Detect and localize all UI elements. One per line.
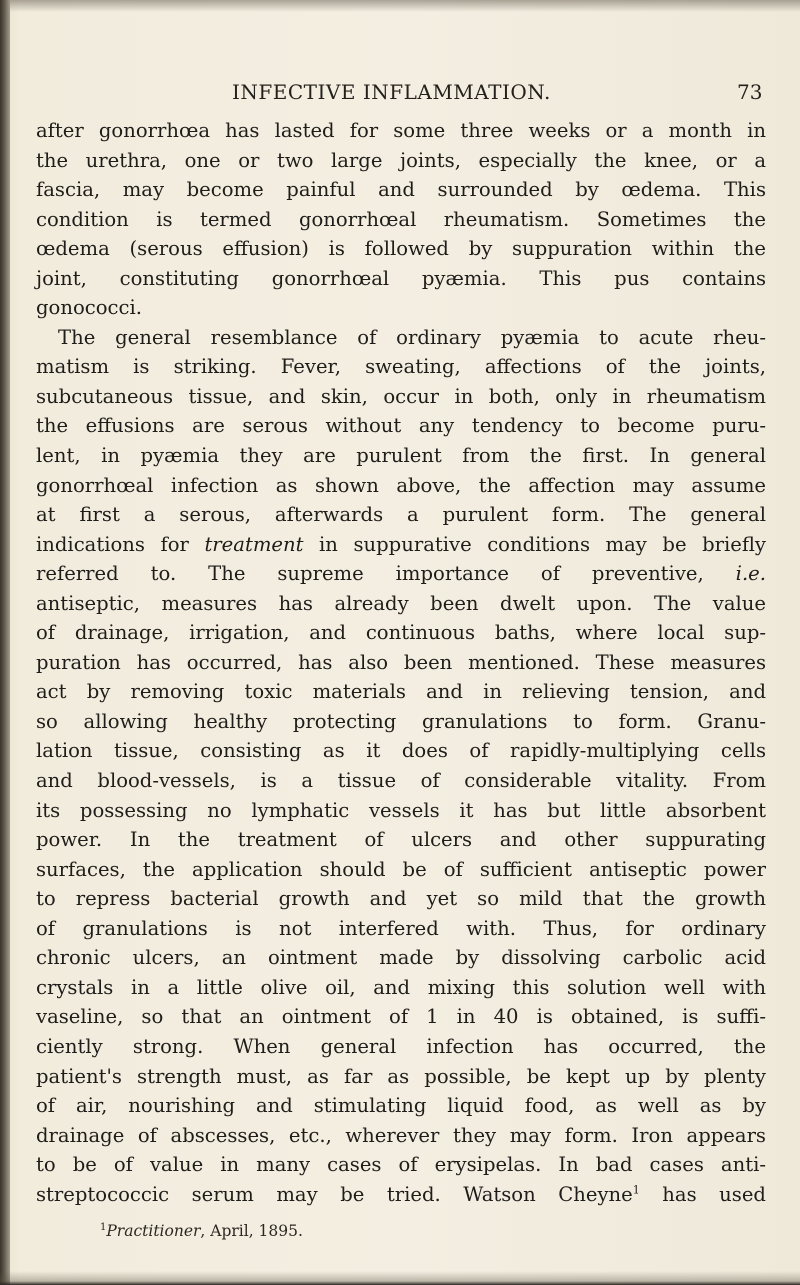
- text-line: power. In the treatment of ulcers and other suppurating: [36, 828, 766, 852]
- footnote: [100, 1222, 303, 1240]
- text-line: condition is termed gonorrhœal rheumatism. Sometimes the: [36, 207, 766, 231]
- text-line: fascia, may become painful and surrounded by œdema. This: [36, 178, 766, 202]
- text-line: after gonorrhœa has lasted for some three weeks or a month in: [36, 119, 766, 142]
- text-segment: referred to. The supreme importance of preventive,: [36, 562, 736, 586]
- text-line: to repress bacterial growth and yet so mild that the growth: [36, 887, 766, 911]
- text-line: matism is striking. Fever, sweating, affections of the joints,: [36, 355, 766, 379]
- running-head: [0, 80, 800, 110]
- text-line: of drainage, irrigation, and continuous baths, where local sup-: [36, 621, 766, 645]
- text-line: crystals in a little olive oil, and mixing this solution well with: [36, 975, 766, 999]
- text-line: The general resemblance of ordinary pyæmia to acute rheu-: [58, 325, 766, 349]
- bottom-page-edge: [0, 1271, 800, 1285]
- text-line: to be of value in many cases of erysipelas. In bad cases anti-: [36, 1153, 766, 1177]
- emphasis-ie: i.e.: [735, 562, 766, 586]
- text-line: the effusions are serous without any tendency to become puru-: [36, 414, 766, 438]
- text-segment: streptococcic serum may be tried. Watson Cheyne: [36, 1182, 633, 1206]
- text-line: antiseptic, measures has already been dwelt upon. The value: [36, 591, 766, 615]
- footnote-marker: 1: [100, 1222, 107, 1233]
- text-line: vaseline, so that an ointment of 1 in 40 is obtained, is suffi-: [36, 1005, 766, 1029]
- chapter-title: INFECTIVE INFLAMMATION.: [232, 80, 551, 104]
- text-line: œdema (serous effusion) is followed by suppuration within the: [36, 237, 766, 261]
- footnote-reference: 1: [632, 1183, 640, 1197]
- text-line: [36, 1180, 766, 1210]
- text-line: the urethra, one or two large joints, especially the knee, or a: [36, 148, 766, 172]
- text-segment: in suppurative conditions may be briefly: [303, 532, 766, 556]
- top-shadow: [0, 0, 800, 12]
- text-line: lent, in pyæmia they are purulent from the first. In general: [36, 444, 766, 468]
- text-line: gonococci.: [36, 296, 142, 320]
- page-number: 73: [737, 80, 763, 104]
- text-line: so allowing healthy protecting granulations to form. Granu-: [36, 709, 766, 733]
- text-line: gonorrhœal infection as shown above, the affection may assume: [36, 473, 766, 497]
- text-line: [36, 530, 766, 560]
- text-line: puration has occurred, has also been mentioned. These measures: [36, 650, 766, 674]
- footnote-rest: , April, 1895.: [200, 1222, 303, 1241]
- text-segment: has used: [639, 1182, 766, 1206]
- emphasis-treatment: treatment: [204, 532, 304, 556]
- text-line: surfaces, the application should be of sufficient antiseptic power: [36, 857, 766, 881]
- book-binding-edge: [0, 0, 10, 1285]
- text-line: and blood-vessels, is a tissue of considerable vitality. From: [36, 769, 766, 793]
- footnote-source: Practitioner: [106, 1222, 201, 1241]
- text-line: subcutaneous tissue, and skin, occur in both, only in rheumatism: [36, 384, 766, 408]
- text-line: at first a serous, afterwards a purulent form. The general: [36, 503, 766, 527]
- text-line: patient's strength must, as far as possible, be kept up by plenty: [36, 1064, 766, 1088]
- text-line: chronic ulcers, an ointment made by dissolving carbolic acid: [36, 946, 766, 970]
- text-line: of air, nourishing and stimulating liquid food, as well as by: [36, 1094, 766, 1118]
- text-segment: indications for: [36, 532, 205, 556]
- text-line: drainage of abscesses, etc., wherever they may form. Iron appears: [36, 1123, 766, 1147]
- body-text: [36, 116, 766, 1209]
- text-line: act by removing toxic materials and in relieving tension, and: [36, 680, 766, 704]
- text-line: lation tissue, consisting as it does of rapidly-multiplying cells: [36, 739, 766, 763]
- text-line: its possessing no lymphatic vessels it has but little absorbent: [36, 798, 766, 822]
- text-line: ciently strong. When general infection has occurred, the: [36, 1034, 766, 1058]
- text-line: [36, 559, 766, 589]
- text-line: joint, constituting gonorrhœal pyæmia. This pus contains: [36, 266, 766, 290]
- text-line: of granulations is not interfered with. Thus, for ordinary: [36, 916, 766, 940]
